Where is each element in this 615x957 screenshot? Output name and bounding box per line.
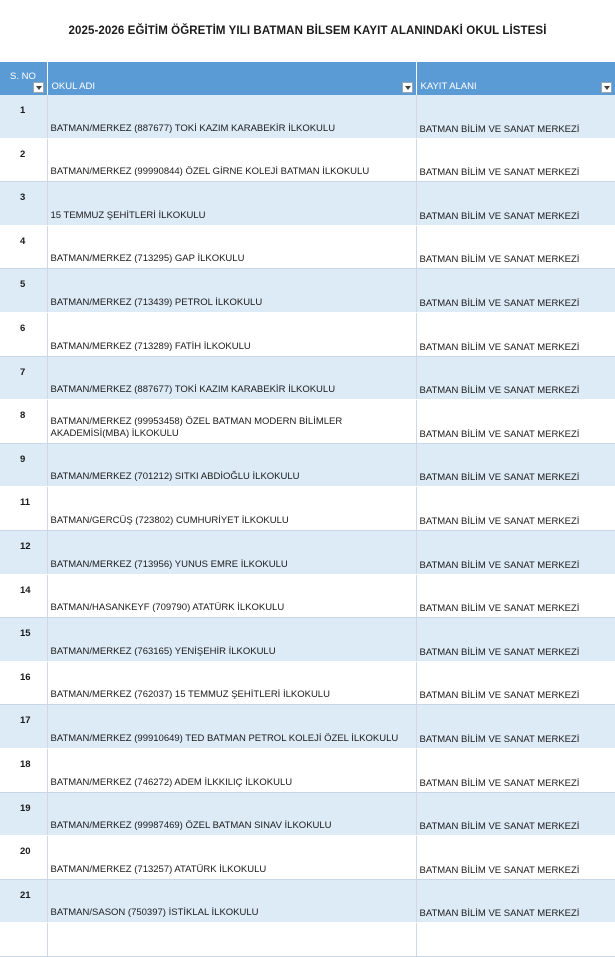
school-name: BATMAN/GERCÜŞ (723802) CUMHURİYET İLKOKULU bbox=[50, 514, 289, 526]
empty-cell bbox=[416, 923, 615, 957]
row-number: 18 bbox=[0, 748, 47, 792]
table-row[interactable] bbox=[0, 400, 615, 444]
column-header-sno bbox=[0, 62, 47, 95]
registration-area: BATMAN BİLİM VE SANAT MERKEZİ bbox=[416, 225, 615, 269]
school-name: BATMAN/MERKEZ (99953458) ÖZEL BATMAN MODERN BİLİMLER AKADEMİSİ(MBA) İLKOKULU bbox=[50, 415, 343, 439]
row-number: 19 bbox=[0, 792, 47, 836]
school-name-cell bbox=[47, 400, 416, 444]
table-row[interactable] bbox=[0, 138, 615, 182]
school-name: BATMAN/MERKEZ (99990844) ÖZEL GİRNE KOLEJİ BATMAN İLKOKULU bbox=[50, 166, 370, 178]
registration-area: BATMAN BİLİM VE SANAT MERKEZİ bbox=[416, 879, 615, 923]
registration-area: BATMAN BİLİM VE SANAT MERKEZİ bbox=[416, 836, 615, 880]
column-header-sno-label: S. NO bbox=[10, 71, 36, 82]
school-name-cell bbox=[47, 792, 416, 836]
school-name: BATMAN/MERKEZ (713257) ATATÜRK İLKOKULU bbox=[50, 863, 267, 875]
school-name-cell bbox=[47, 138, 416, 182]
registration-area: BATMAN BİLİM VE SANAT MERKEZİ bbox=[416, 792, 615, 836]
row-number: 2 bbox=[0, 138, 47, 182]
row-number: 20 bbox=[0, 836, 47, 880]
school-name: BATMAN/MERKEZ (713289) FATİH İLKOKULU bbox=[50, 340, 251, 352]
table-row[interactable] bbox=[0, 530, 615, 574]
school-name: BATMAN/MERKEZ (701212) SITKI ABDİOĞLU İLKOKULU bbox=[50, 471, 300, 483]
row-number: 5 bbox=[0, 269, 47, 313]
registration-area: BATMAN BİLİM VE SANAT MERKEZİ bbox=[416, 530, 615, 574]
table-row[interactable] bbox=[0, 618, 615, 662]
row-number: 12 bbox=[0, 530, 47, 574]
school-name-cell bbox=[47, 836, 416, 880]
table-row[interactable] bbox=[0, 705, 615, 749]
registration-area: BATMAN BİLİM VE SANAT MERKEZİ bbox=[416, 574, 615, 618]
school-name-cell bbox=[47, 487, 416, 531]
table-row[interactable] bbox=[0, 356, 615, 400]
school-name: BATMAN/MERKEZ (713956) YUNUS EMRE İLKOKULU bbox=[50, 558, 288, 570]
school-name-cell bbox=[47, 356, 416, 400]
registration-area: BATMAN BİLİM VE SANAT MERKEZİ bbox=[416, 705, 615, 749]
registration-area: BATMAN BİLİM VE SANAT MERKEZİ bbox=[416, 487, 615, 531]
school-name-cell bbox=[47, 182, 416, 226]
row-number: 9 bbox=[0, 443, 47, 487]
table-row[interactable] bbox=[0, 792, 615, 836]
table-row[interactable] bbox=[0, 748, 615, 792]
school-name-cell bbox=[47, 705, 416, 749]
table-row[interactable] bbox=[0, 879, 615, 923]
table-row[interactable] bbox=[0, 312, 615, 356]
school-name: BATMAN/MERKEZ (746272) ADEM İLKKILIÇ İLKOKULU bbox=[50, 776, 293, 788]
row-number: 8 bbox=[0, 400, 47, 444]
registration-area: BATMAN BİLİM VE SANAT MERKEZİ bbox=[416, 748, 615, 792]
school-name-cell bbox=[47, 269, 416, 313]
empty-cell bbox=[47, 923, 416, 957]
row-number: 16 bbox=[0, 661, 47, 705]
school-name-cell bbox=[47, 661, 416, 705]
row-number: 17 bbox=[0, 705, 47, 749]
registration-area: BATMAN BİLİM VE SANAT MERKEZİ bbox=[416, 443, 615, 487]
school-name-cell bbox=[47, 95, 416, 138]
table-row[interactable] bbox=[0, 95, 615, 138]
school-name: BATMAN/MERKEZ (99910649) TED BATMAN PETROL KOLEJİ ÖZEL İLKOKULU bbox=[50, 732, 399, 744]
registration-area: BATMAN BİLİM VE SANAT MERKEZİ bbox=[416, 661, 615, 705]
school-name: BATMAN/HASANKEYF (709790) ATATÜRK İLKOKULU bbox=[50, 602, 285, 614]
school-name-cell bbox=[47, 225, 416, 269]
filter-dropdown-icon[interactable] bbox=[402, 82, 413, 93]
school-name: BATMAN/MERKEZ (713439) PETROL İLKOKULU bbox=[50, 296, 263, 308]
school-name: BATMAN/MERKEZ (99987469) ÖZEL BATMAN SINAV İLKOKULU bbox=[50, 820, 332, 832]
registration-area: BATMAN BİLİM VE SANAT MERKEZİ bbox=[416, 618, 615, 662]
registration-area: BATMAN BİLİM VE SANAT MERKEZİ bbox=[416, 138, 615, 182]
table-row[interactable] bbox=[0, 443, 615, 487]
registration-area: BATMAN BİLİM VE SANAT MERKEZİ bbox=[416, 312, 615, 356]
row-number: 7 bbox=[0, 356, 47, 400]
table-row[interactable] bbox=[0, 836, 615, 880]
school-name-cell bbox=[47, 618, 416, 662]
empty-row bbox=[0, 923, 615, 957]
row-number: 11 bbox=[0, 487, 47, 531]
table-row[interactable] bbox=[0, 574, 615, 618]
registration-area: BATMAN BİLİM VE SANAT MERKEZİ bbox=[416, 269, 615, 313]
page-title: 2025-2026 EĞİTİM ÖĞRETİM YILI BATMAN BİLSEM KAYIT ALANINDAKİ OKUL LİSTESİ bbox=[68, 25, 547, 37]
table-row[interactable] bbox=[0, 269, 615, 313]
registration-area: BATMAN BİLİM VE SANAT MERKEZİ bbox=[416, 400, 615, 444]
row-number: 15 bbox=[0, 618, 47, 662]
table-row[interactable] bbox=[0, 182, 615, 226]
school-name: BATMAN/MERKEZ (887677) TOKİ KAZIM KARABEKİR İLKOKULU bbox=[50, 122, 336, 134]
row-number: 3 bbox=[0, 182, 47, 226]
table-row[interactable] bbox=[0, 487, 615, 531]
column-header-kayit-label: KAYIT ALANI bbox=[420, 81, 477, 92]
row-number: 14 bbox=[0, 574, 47, 618]
registration-area: BATMAN BİLİM VE SANAT MERKEZİ bbox=[416, 95, 615, 138]
school-name-cell bbox=[47, 879, 416, 923]
school-name-cell bbox=[47, 312, 416, 356]
table-row[interactable] bbox=[0, 661, 615, 705]
school-name: 15 TEMMUZ ŞEHİTLERİ İLKOKULU bbox=[50, 209, 206, 221]
row-number: 1 bbox=[0, 95, 47, 138]
filter-dropdown-icon[interactable] bbox=[33, 82, 44, 93]
column-header-kayit bbox=[416, 62, 615, 95]
column-header-okul bbox=[47, 62, 416, 95]
registration-area: BATMAN BİLİM VE SANAT MERKEZİ bbox=[416, 182, 615, 226]
registration-area: BATMAN BİLİM VE SANAT MERKEZİ bbox=[416, 356, 615, 400]
school-name: BATMAN/MERKEZ (763165) YENİŞEHİR İLKOKULU bbox=[50, 645, 276, 657]
school-name-cell bbox=[47, 530, 416, 574]
empty-cell bbox=[0, 923, 47, 957]
row-number: 21 bbox=[0, 879, 47, 923]
school-name-cell bbox=[47, 443, 416, 487]
school-name-cell bbox=[47, 574, 416, 618]
row-number: 6 bbox=[0, 312, 47, 356]
school-name: BATMAN/MERKEZ (713295) GAP İLKOKULU bbox=[50, 253, 245, 265]
school-name: BATMAN/SASON (750397) İSTİKLAL İLKOKULU bbox=[50, 907, 259, 919]
row-number: 4 bbox=[0, 225, 47, 269]
school-table bbox=[0, 62, 615, 957]
column-header-okul-label: OKUL ADI bbox=[51, 81, 95, 92]
school-name: BATMAN/MERKEZ (762037) 15 TEMMUZ ŞEHİTLERİ İLKOKULU bbox=[50, 689, 330, 701]
header-row bbox=[0, 62, 615, 95]
table-row[interactable] bbox=[0, 225, 615, 269]
school-name-cell bbox=[47, 748, 416, 792]
school-name: BATMAN/MERKEZ (887677) TOKİ KAZIM KARABEKİR İLKOKULU bbox=[50, 384, 336, 396]
filter-dropdown-icon[interactable] bbox=[601, 82, 612, 93]
